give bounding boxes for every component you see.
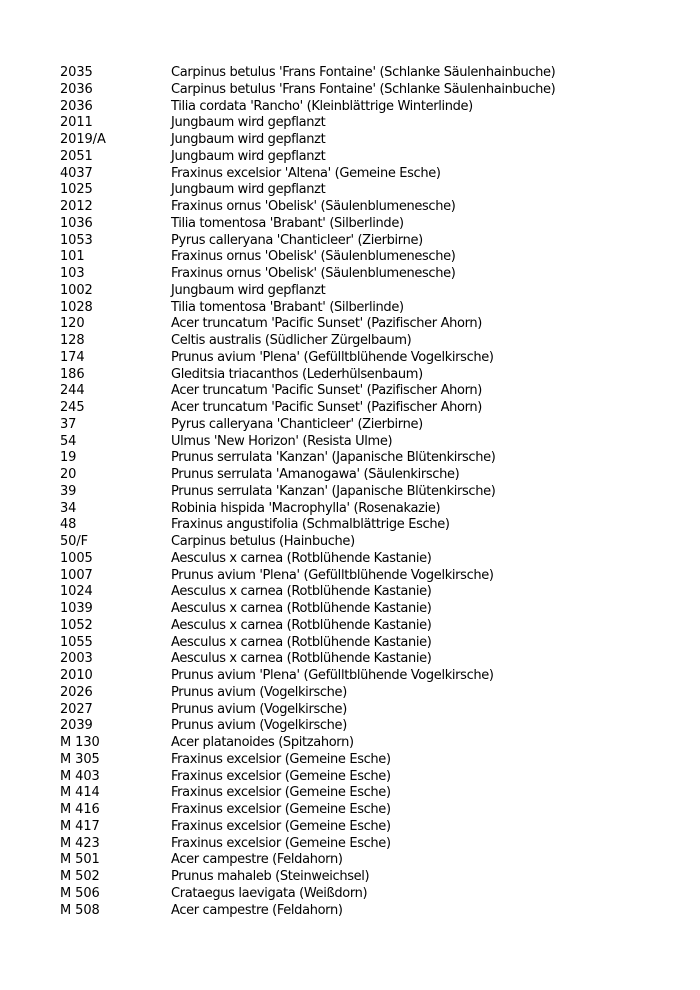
tree-id: 2010 <box>60 668 93 683</box>
tree-id: 1053 <box>60 232 93 248</box>
tree-species: Aesculus x carnea (Rotblühende Kastanie) <box>171 634 432 650</box>
tree-species: Prunus avium 'Plena' (Gefülltblühende Vogelkirsche) <box>171 349 494 365</box>
tree-id: M 417 <box>60 818 100 834</box>
tree-species: Fraxinus ornus 'Obelisk' (Säulenblumenesche) <box>171 199 456 214</box>
tree-id: 1002 <box>60 282 93 298</box>
tree-species: Prunus mahaleb (Steinweichsel) <box>171 869 370 884</box>
list-item <box>60 752 680 769</box>
list-item <box>60 484 680 501</box>
list-item <box>60 635 680 652</box>
tree-species: Pyrus calleryana 'Chanticleer' (Zierbirne) <box>171 416 423 432</box>
tree-species: Fraxinus angustifolia (Schmalblättrige Esche) <box>171 517 450 533</box>
list-item <box>60 534 680 551</box>
tree-id: 2036 <box>60 98 93 114</box>
tree-id: 2026 <box>60 684 93 700</box>
list-item <box>60 249 680 266</box>
tree-id: M 508 <box>60 902 100 918</box>
tree-species: Carpinus betulus 'Frans Fontaine' (Schlanke Säulenhainbuche) <box>171 81 556 97</box>
list-item <box>60 132 680 149</box>
list-item <box>60 115 680 132</box>
tree-species: Tilia tomentosa 'Brabant' (Silberlinde) <box>171 299 404 315</box>
list-item <box>60 65 680 82</box>
tree-id: 19 <box>60 450 77 466</box>
list-item <box>60 517 680 534</box>
list-item <box>60 417 680 434</box>
tree-id: 1007 <box>60 567 93 583</box>
tree-species: Jungbaum wird gepflanzt <box>171 115 326 131</box>
tree-id: 39 <box>60 483 77 499</box>
list-item <box>60 316 680 333</box>
tree-species: Fraxinus ornus 'Obelisk' (Säulenblumenesche) <box>171 249 456 265</box>
tree-id: 34 <box>60 500 77 516</box>
list-item <box>60 668 680 685</box>
tree-id: M 506 <box>60 885 100 901</box>
list-item <box>60 400 680 417</box>
tree-species: Aesculus x carnea (Rotblühende Kastanie) <box>171 584 432 600</box>
tree-species: Aesculus x carnea (Rotblühende Kastanie) <box>171 550 432 566</box>
list-item <box>60 836 680 853</box>
tree-id: M 130 <box>60 735 100 750</box>
tree-species: Prunus avium (Vogelkirsche) <box>171 684 347 700</box>
tree-species: Prunus serrulata 'Kanzan' (Japanische Blütenkirsche) <box>171 450 496 466</box>
tree-species: Aesculus x carnea (Rotblühende Kastanie) <box>171 601 432 616</box>
tree-species: Aesculus x carnea (Rotblühende Kastanie) <box>171 617 432 633</box>
tree-species: Tilia tomentosa 'Brabant' (Silberlinde) <box>171 215 404 231</box>
list-item <box>60 383 680 400</box>
list-item <box>60 886 680 903</box>
list-item <box>60 350 680 367</box>
tree-species: Crataegus laevigata (Weißdorn) <box>171 885 368 901</box>
tree-species: Fraxinus excelsior (Gemeine Esche) <box>171 802 391 817</box>
tree-id: 2027 <box>60 701 93 717</box>
tree-species: Celtis australis (Südlicher Zürgelbaum) <box>171 333 412 348</box>
tree-species: Robinia hispida 'Macrophylla' (Rosenakazie) <box>171 500 441 516</box>
tree-species: Acer truncatum 'Pacific Sunset' (Pazifischer Ahorn) <box>171 383 482 399</box>
tree-id: M 305 <box>60 751 100 767</box>
tree-id: M 414 <box>60 785 100 801</box>
tree-id: 245 <box>60 400 85 415</box>
tree-list <box>60 65 680 919</box>
list-item <box>60 819 680 836</box>
tree-id: 1024 <box>60 584 93 600</box>
tree-species: Acer campestre (Feldahorn) <box>171 852 343 868</box>
list-item <box>60 618 680 635</box>
tree-id: 50/F <box>60 534 88 549</box>
tree-species: Fraxinus excelsior (Gemeine Esche) <box>171 751 391 767</box>
list-item <box>60 333 680 350</box>
list-item <box>60 233 680 250</box>
tree-species: Prunus serrulata 'Amanogawa' (Säulenkirsche) <box>171 467 460 482</box>
tree-id: M 423 <box>60 835 100 851</box>
list-item <box>60 735 680 752</box>
tree-species: Prunus avium 'Plena' (Gefülltblühende Vogelkirsche) <box>171 567 494 583</box>
tree-id: 1005 <box>60 550 93 566</box>
list-item <box>60 501 680 518</box>
tree-id: 1039 <box>60 601 93 616</box>
list-item <box>60 769 680 786</box>
list-item <box>60 467 680 484</box>
list-item <box>60 802 680 819</box>
tree-id: 2051 <box>60 148 93 164</box>
tree-species: Gleditsia triacanthos (Lederhülsenbaum) <box>171 366 423 382</box>
tree-id: 2036 <box>60 81 93 97</box>
tree-id: 186 <box>60 366 85 382</box>
tree-species: Acer truncatum 'Pacific Sunset' (Pazifischer Ahorn) <box>171 316 482 332</box>
tree-id: 103 <box>60 266 85 281</box>
list-item <box>60 551 680 568</box>
list-item <box>60 266 680 283</box>
list-item <box>60 584 680 601</box>
tree-id: 1055 <box>60 634 93 650</box>
tree-id: 37 <box>60 416 77 432</box>
tree-species: Carpinus betulus 'Frans Fontaine' (Schlanke Säulenhainbuche) <box>171 65 556 80</box>
tree-id: 1025 <box>60 182 93 198</box>
tree-id: 1028 <box>60 299 93 315</box>
tree-species: Prunus avium (Vogelkirsche) <box>171 718 347 734</box>
tree-species: Acer campestre (Feldahorn) <box>171 902 343 918</box>
list-item <box>60 182 680 199</box>
list-item <box>60 434 680 451</box>
tree-species: Jungbaum wird gepflanzt <box>171 148 326 164</box>
tree-id: 101 <box>60 249 85 265</box>
tree-species: Pyrus calleryana 'Chanticleer' (Zierbirne) <box>171 232 423 248</box>
tree-id: 2035 <box>60 65 93 80</box>
list-item <box>60 601 680 618</box>
list-item <box>60 199 680 216</box>
tree-id: M 416 <box>60 802 100 817</box>
tree-id: 2003 <box>60 651 93 667</box>
tree-species: Fraxinus excelsior (Gemeine Esche) <box>171 768 391 784</box>
list-item <box>60 903 680 920</box>
tree-id: M 502 <box>60 869 100 884</box>
tree-species: Fraxinus excelsior (Gemeine Esche) <box>171 835 391 851</box>
tree-species: Tilia cordata 'Rancho' (Kleinblättrige Winterlinde) <box>171 98 473 114</box>
tree-id: 54 <box>60 433 77 449</box>
list-item <box>60 149 680 166</box>
tree-species: Ulmus 'New Horizon' (Resista Ulme) <box>171 433 393 449</box>
tree-species: Prunus serrulata 'Kanzan' (Japanische Blütenkirsche) <box>171 483 496 499</box>
tree-id: 174 <box>60 349 85 365</box>
tree-species: Aesculus x carnea (Rotblühende Kastanie) <box>171 651 432 667</box>
tree-id: M 501 <box>60 852 100 868</box>
list-item <box>60 450 680 467</box>
list-item <box>60 869 680 886</box>
list-item <box>60 785 680 802</box>
tree-species: Jungbaum wird gepflanzt <box>171 182 326 198</box>
tree-species: Fraxinus excelsior (Gemeine Esche) <box>171 818 391 834</box>
tree-id: 2012 <box>60 199 93 214</box>
list-item <box>60 702 680 719</box>
tree-species: Prunus avium 'Plena' (Gefülltblühende Vogelkirsche) <box>171 668 494 683</box>
list-item <box>60 718 680 735</box>
list-item <box>60 367 680 384</box>
list-item <box>60 82 680 99</box>
tree-id: 20 <box>60 467 77 482</box>
tree-id: 2039 <box>60 718 93 734</box>
list-item <box>60 852 680 869</box>
list-item <box>60 216 680 233</box>
tree-id: 128 <box>60 333 85 348</box>
tree-species: Acer platanoides (Spitzahorn) <box>171 735 354 750</box>
tree-species: Fraxinus excelsior (Gemeine Esche) <box>171 785 391 801</box>
tree-id: 244 <box>60 383 85 399</box>
tree-species: Acer truncatum 'Pacific Sunset' (Pazifischer Ahorn) <box>171 400 482 415</box>
tree-id: 1052 <box>60 617 93 633</box>
tree-id: M 403 <box>60 768 100 784</box>
list-item <box>60 166 680 183</box>
tree-id: 2019/A <box>60 132 106 147</box>
list-item <box>60 568 680 585</box>
tree-species: Jungbaum wird gepflanzt <box>171 282 326 298</box>
tree-id: 1036 <box>60 215 93 231</box>
list-item <box>60 99 680 116</box>
tree-species: Fraxinus ornus 'Obelisk' (Säulenblumenesche) <box>171 266 456 281</box>
list-item <box>60 685 680 702</box>
list-item <box>60 300 680 317</box>
tree-id: 4037 <box>60 165 93 181</box>
list-item <box>60 651 680 668</box>
tree-species: Jungbaum wird gepflanzt <box>171 132 326 147</box>
tree-id: 48 <box>60 517 77 533</box>
tree-id: 120 <box>60 316 85 332</box>
list-item <box>60 283 680 300</box>
tree-species: Carpinus betulus (Hainbuche) <box>171 534 355 549</box>
tree-species: Prunus avium (Vogelkirsche) <box>171 701 347 717</box>
tree-id: 2011 <box>60 115 93 131</box>
tree-species: Fraxinus excelsior 'Altena' (Gemeine Esche) <box>171 165 441 181</box>
